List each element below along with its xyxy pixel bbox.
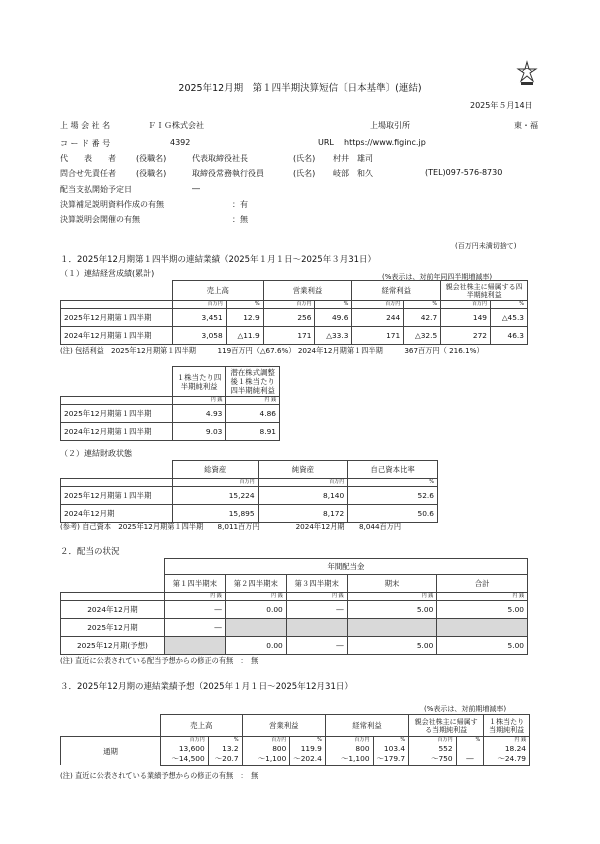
rep-role: 代表取締役社長 xyxy=(192,154,248,163)
unit: 百万円 xyxy=(160,737,208,745)
url-label: URL xyxy=(318,138,334,147)
rep-label: 代 表 者 xyxy=(60,154,116,163)
unit: 百万円 xyxy=(325,737,373,745)
cell: ― xyxy=(456,754,484,765)
rep-name: 村井 雄司 xyxy=(333,154,373,163)
cell: ～179.7 xyxy=(373,754,409,765)
unit: % xyxy=(490,301,527,309)
unit: 円 銭 xyxy=(172,397,226,405)
cell: 4.93 xyxy=(172,405,226,423)
unit: % xyxy=(226,301,263,309)
row-label: 2024年12月期 xyxy=(61,505,173,523)
cell: 46.3 xyxy=(490,327,527,345)
table-row xyxy=(61,487,438,505)
section1-sub2: （２）連結財政状態 xyxy=(60,449,132,458)
table-row xyxy=(61,619,528,637)
company-label: 上 場 会 社 名 xyxy=(60,121,111,130)
unit: 百万円 xyxy=(352,301,404,309)
unit: 円 銭 xyxy=(164,593,225,601)
contact-role: 取締役常務執行役員 xyxy=(192,169,264,178)
cell: ～1,100 xyxy=(242,754,290,765)
dividend-note: (注) 直近に公表されている配当予想からの修正の有無 ： 無 xyxy=(60,656,259,665)
cell: 52.6 xyxy=(348,487,438,505)
col-year-end: 期末 xyxy=(347,575,437,593)
col-sales: 売上高 xyxy=(160,715,242,737)
col-q2: 第２四半期末 xyxy=(225,575,286,593)
col-operating-profit: 営業利益 xyxy=(242,715,325,737)
supplement-label: 決算補足説明資料作成の有無 xyxy=(60,200,164,209)
cell: ～14,500 xyxy=(160,754,208,765)
contact-name-label: (氏名) xyxy=(293,169,316,178)
row-label: 2024年12月期 xyxy=(61,601,165,619)
cell: 5.00 xyxy=(347,637,437,655)
cell: 103.4 xyxy=(373,744,409,754)
col-q3: 第３四半期末 xyxy=(286,575,347,593)
section1-sub1: （１）連結経営成績(累計) xyxy=(60,269,155,278)
section2-title: ２．配当の状況 xyxy=(60,547,120,557)
unit: 百万円 xyxy=(172,479,258,487)
cell: ― xyxy=(286,601,347,619)
cell: △11.9 xyxy=(226,327,263,345)
cell: 800 xyxy=(242,744,290,754)
cell: 3,451 xyxy=(172,309,226,327)
supplement-value: ：有 xyxy=(232,200,248,209)
unit: 百万円 xyxy=(409,737,456,745)
row-label: 2025年12月期第１四半期 xyxy=(61,309,173,327)
cell: 244 xyxy=(352,309,404,327)
company-name: ＦＩＧ株式会社 xyxy=(148,121,204,130)
cell: 5.00 xyxy=(437,637,528,655)
exchange-label: 上場取引所 xyxy=(370,121,410,130)
table-row xyxy=(61,309,528,327)
cell: 171 xyxy=(352,327,404,345)
url-link[interactable]: https://www.figinc.jp xyxy=(344,138,426,147)
cell: 13.2 xyxy=(208,744,242,754)
unit: 円 銭 xyxy=(226,397,280,405)
cell: 149 xyxy=(441,309,491,327)
cell: ― xyxy=(286,637,347,655)
forecast-note: (注) 直近に公表されている業績予想からの修正の有無 ： 無 xyxy=(60,771,259,780)
cell: 49.6 xyxy=(315,309,352,327)
financial-position-table xyxy=(60,460,438,523)
unit: 円 銭 xyxy=(484,737,530,745)
row-label: 2025年12月期 xyxy=(61,619,165,637)
unit: 百万円 xyxy=(263,301,315,309)
page-title: 2025年12月期 第１四半期決算短信〔日本基準〕(連結) xyxy=(178,83,422,94)
table-row xyxy=(61,505,438,523)
cell: 272 xyxy=(441,327,491,345)
operating-results-table xyxy=(60,280,528,345)
section3-pct-note: (%表示は、対前期増減率) xyxy=(424,705,507,713)
col-eps: １株当たり当期純利益 xyxy=(484,715,530,737)
cell: 15,224 xyxy=(172,487,258,505)
contact-role-label: (役職名) xyxy=(136,169,167,178)
cell: △33.3 xyxy=(315,327,352,345)
contact-tel: (TEL)097-576-8730 xyxy=(425,168,503,177)
section1-title: １．2025年12月期第１四半期の連結業績（2025年１月１日～2025年３月31日） xyxy=(60,255,377,265)
col-total-assets: 総資産 xyxy=(172,461,258,479)
exchange-value: 東・福 xyxy=(514,121,538,130)
cell: 0.00 xyxy=(225,601,286,619)
eps-table xyxy=(60,366,280,441)
row-label: 2025年12月期第１四半期 xyxy=(61,405,173,423)
col-eps: １株当たり四半期純利益 xyxy=(172,367,226,397)
unit: % xyxy=(373,737,409,745)
cell: ～20.7 xyxy=(208,754,242,765)
cell: ～750 xyxy=(409,754,456,765)
comprehensive-income-note: (注) 包括利益 2025年12月期第１四半期 119百万円（△67.6%） 2024年12月期第１四半期 367百万円（ 216.1%） xyxy=(60,346,484,355)
cell: 800 xyxy=(325,744,373,754)
cell: 552 xyxy=(409,744,456,754)
rounding-note: (百万円未満切捨て) xyxy=(455,242,517,250)
unit: % xyxy=(315,301,352,309)
briefing-label: 決算説明会開催の有無 xyxy=(60,215,140,224)
section3-title: ３．2025年12月期の連結業績予想（2025年１月１日～2025年12月31日） xyxy=(60,682,353,692)
cell: 171 xyxy=(263,327,315,345)
unit: 百万円 xyxy=(242,737,290,745)
dividend-start-label: 配当支払開始予定日 xyxy=(60,185,132,194)
col-ordinary-profit: 経常利益 xyxy=(352,281,441,301)
table-row xyxy=(61,327,528,345)
unit: 百万円 xyxy=(172,301,226,309)
cell: 8,140 xyxy=(258,487,348,505)
section1-pct-note: (%表示は、対前年同四半期増減率) xyxy=(382,273,493,281)
cell: 12.9 xyxy=(226,309,263,327)
cell: ～24.79 xyxy=(484,754,530,765)
code-label: コ ー ド 番 号 xyxy=(60,139,111,148)
col-net-assets: 純資産 xyxy=(258,461,348,479)
cell: ～202.4 xyxy=(290,754,326,765)
table-row xyxy=(61,601,528,619)
rep-name-label: (氏名) xyxy=(293,154,316,163)
cell: ― xyxy=(164,619,225,637)
col-diluted-eps: 潜在株式調整後１株当たり四半期純利益 xyxy=(226,367,280,397)
cell: 119.9 xyxy=(290,744,326,754)
cell xyxy=(456,744,484,754)
dividend-table xyxy=(60,558,528,655)
col-annual-dividend: 年間配当金 xyxy=(164,559,527,575)
cell: 5.00 xyxy=(437,601,528,619)
unit: 百万円 xyxy=(258,479,348,487)
cell: 8.91 xyxy=(226,423,280,441)
cell: 8,172 xyxy=(258,505,348,523)
col-ordinary-profit: 経常利益 xyxy=(325,715,408,737)
cell: 13,600 xyxy=(160,744,208,754)
cell: 42.7 xyxy=(404,309,441,327)
cell: 15,895 xyxy=(172,505,258,523)
unit: % xyxy=(456,737,484,745)
briefing-value: ：無 xyxy=(232,215,248,224)
row-label: 2025年12月期(予想) xyxy=(61,637,165,655)
contact-name: 岐部 和久 xyxy=(333,169,373,178)
cell: 0.00 xyxy=(225,637,286,655)
dividend-start-value: ― xyxy=(192,184,200,193)
cell: △45.3 xyxy=(490,309,527,327)
cell: 9.03 xyxy=(172,423,226,441)
cell: 50.6 xyxy=(348,505,438,523)
code-value: 4392 xyxy=(170,138,191,147)
cell: 4.86 xyxy=(226,405,280,423)
table-row xyxy=(61,637,528,655)
unit: % xyxy=(348,479,438,487)
unit: 円 銭 xyxy=(437,593,528,601)
unit: 円 銭 xyxy=(286,593,347,601)
table-row xyxy=(61,423,280,441)
report-date: 2025年５月14日 xyxy=(470,101,533,110)
col-net-income: 親会社株主に帰属する四半期純利益 xyxy=(441,281,528,301)
unit: % xyxy=(290,737,326,745)
contact-label: 問合せ先責任者 xyxy=(60,169,116,178)
unit: 円 銭 xyxy=(347,593,437,601)
cell: 18.24 xyxy=(484,744,530,754)
cell: 5.00 xyxy=(347,601,437,619)
col-total: 合計 xyxy=(437,575,528,593)
unit: % xyxy=(404,301,441,309)
col-sales: 売上高 xyxy=(172,281,263,301)
col-equity-ratio: 自己資本比率 xyxy=(348,461,438,479)
rep-role-label: (役職名) xyxy=(136,154,167,163)
cell: ～1,100 xyxy=(325,754,373,765)
cell: 3,058 xyxy=(172,327,226,345)
row-label: 2024年12月期第１四半期 xyxy=(61,327,173,345)
row-label: 2024年12月期第１四半期 xyxy=(61,423,173,441)
col-net-income: 親会社株主に帰属する当期純利益 xyxy=(409,715,484,737)
cell: ― xyxy=(164,601,225,619)
unit: 円 銭 xyxy=(225,593,286,601)
col-operating-profit: 営業利益 xyxy=(263,281,352,301)
forecast-table xyxy=(60,714,530,766)
col-q1: 第１四半期末 xyxy=(164,575,225,593)
cell: △32.5 xyxy=(404,327,441,345)
row-label: 2025年12月期第１四半期 xyxy=(61,487,173,505)
unit: % xyxy=(208,737,242,745)
equity-note: (参考) 自己資本 2025年12月期第１四半期 8,011百万円 2024年12月期 8,044百万円 xyxy=(60,522,402,531)
row-label: 通期 xyxy=(61,737,161,766)
unit: 百万円 xyxy=(441,301,491,309)
cell: 256 xyxy=(263,309,315,327)
table-row xyxy=(61,405,280,423)
